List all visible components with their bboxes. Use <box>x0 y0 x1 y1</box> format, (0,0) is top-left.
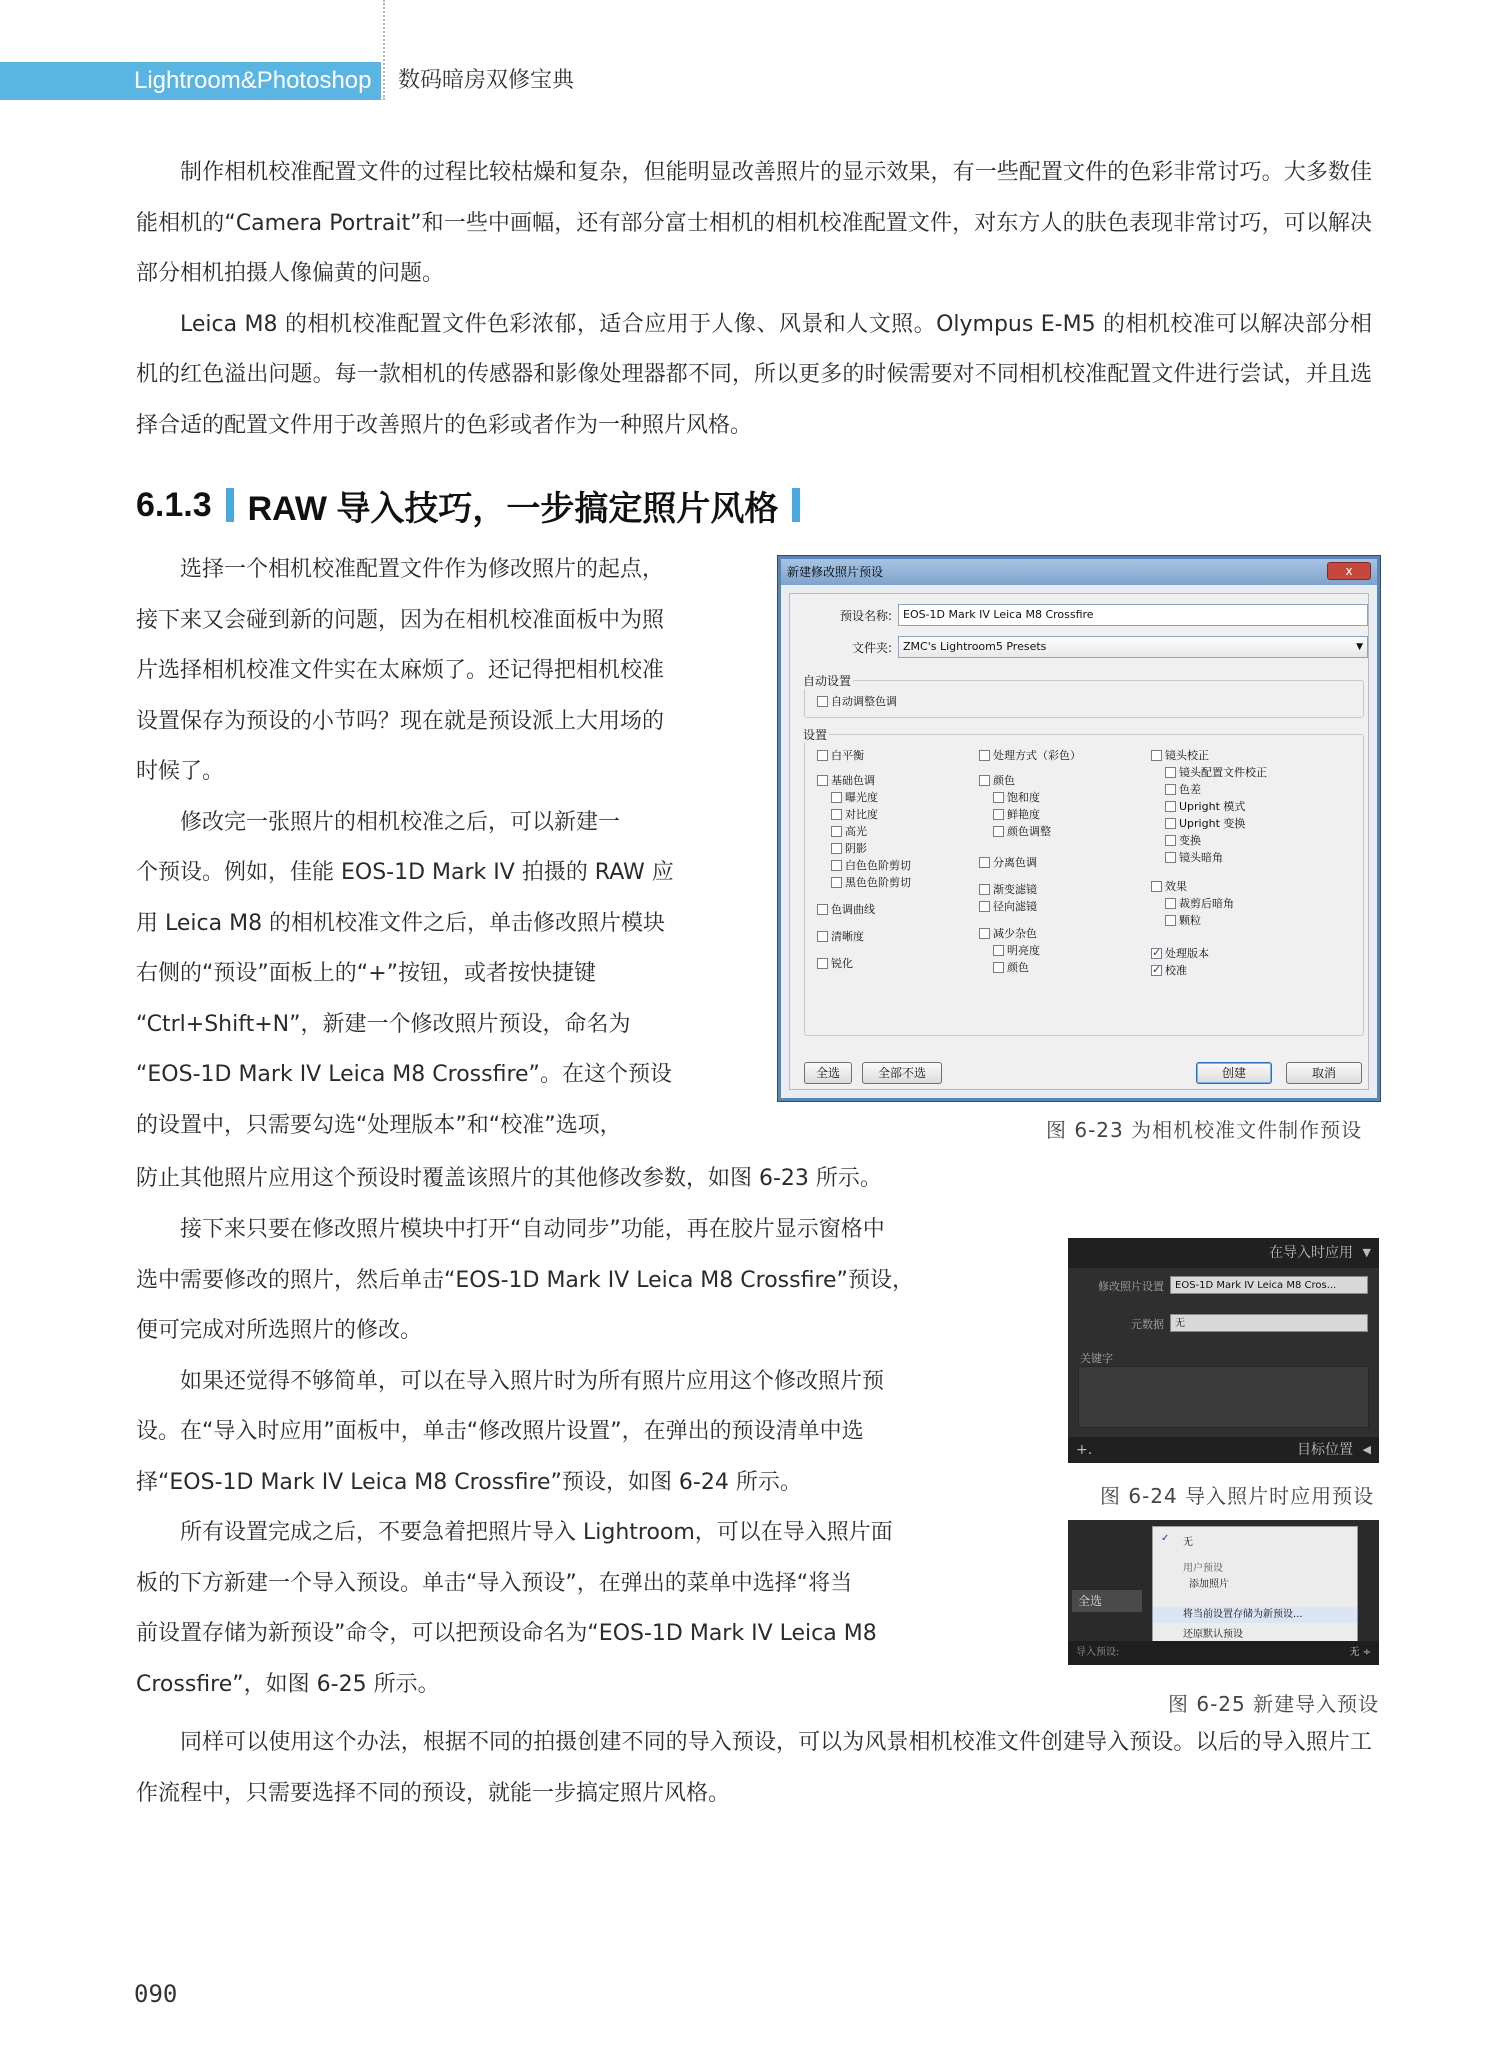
checkbox-label: 黑色色阶剪切 <box>845 876 911 889</box>
checkbox-box <box>831 860 842 871</box>
checkbox-label: 颜色 <box>993 774 1015 787</box>
checkbox-label: 鲜艳度 <box>1007 808 1040 821</box>
preset-name-label: 预设名称: <box>839 608 892 623</box>
checkbox-label: 镜头暗角 <box>1179 851 1223 864</box>
dialog-title: 新建修改照片预设 <box>787 565 884 579</box>
text-line: 用 Leica M8 的相机校准文件之后，单击修改照片模块 <box>136 910 666 936</box>
text-line: 的设置中，只需要勾选“处理版本”和“校准”选项， <box>136 1112 622 1138</box>
closing-paragraph <box>136 1718 1372 1819</box>
apply-during-import-panel <box>1068 1238 1379 1463</box>
settings-checkbox[interactable] <box>1165 849 1223 865</box>
menu-item-label: 无 <box>1183 1537 1193 1548</box>
checkbox-label: 色差 <box>1179 783 1201 796</box>
settings-checkbox[interactable] <box>979 854 1037 870</box>
menu-item-add-photo[interactable]: 添加照片 <box>1189 1579 1229 1590</box>
menu-item-restore-default[interactable]: 还原默认预设 <box>1183 1629 1243 1640</box>
middle-column-text <box>136 1205 1036 1710</box>
settings-checkbox[interactable] <box>993 823 1051 839</box>
text-line: 设置保存为预设的小节吗？现在就是预设派上大用场的 <box>136 708 665 734</box>
checkbox-box <box>817 904 828 915</box>
checkbox-box <box>979 775 990 786</box>
checkbox-label: 对比度 <box>845 808 878 821</box>
figure-caption-6-23: 图 6-23 为相机校准文件制作预设 <box>1046 1118 1363 1142</box>
settings-checkbox[interactable] <box>1165 912 1201 928</box>
checkbox-box <box>1151 750 1162 761</box>
auto-tone-checkbox[interactable] <box>817 693 897 709</box>
panel-title: 在导入时应用 <box>1269 1245 1353 1261</box>
heading-bar-left <box>226 488 234 522</box>
text-line: 择“EOS-1D Mark IV Leica M8 Crossfire”预设，如图 6-24 所示。 <box>136 1469 802 1495</box>
checkbox-label: 处理方式（彩色） <box>993 749 1081 762</box>
checkbox-label: 明亮度 <box>1007 944 1040 957</box>
text-line: 前设置存储为新预设”命令，可以把预设命名为“EOS-1D Mark IV Leica M8 <box>136 1621 877 1646</box>
panel-footer <box>1068 1437 1379 1463</box>
folder-row <box>816 636 1368 658</box>
checkbox-label: 径向滤镜 <box>993 900 1037 913</box>
checkbox-box <box>979 901 990 912</box>
settings-checkbox[interactable] <box>993 806 1040 822</box>
text-line: “EOS-1D Mark IV Leica M8 Crossfire”。在这个预设 <box>136 1062 672 1087</box>
paragraph: 同样可以使用这个办法，根据不同的拍摄创建不同的导入预设，可以为风景相机校准文件创建导入预设。以后的导入照片工作流程中，只需要选择不同的预设，就能一步搞定照片风格。 <box>136 1730 1372 1806</box>
checkbox-box <box>993 792 1004 803</box>
settings-group <box>803 728 1364 1036</box>
text-line: 板的下方新建一个导入预设。单击“导入预设”，在弹出的菜单中选择“将当 <box>136 1570 853 1596</box>
checkbox-box <box>817 958 828 969</box>
auto-settings-label: 自动设置 <box>803 674 852 688</box>
text-line: 修改完一张照片的相机校准之后，可以新建一 <box>180 809 621 835</box>
panel-header[interactable] <box>1068 1238 1379 1268</box>
checkbox-box <box>993 962 1004 973</box>
auto-settings-group <box>803 674 1364 718</box>
checkbox-label: 锐化 <box>831 957 853 970</box>
checkbox-box <box>1151 881 1162 892</box>
text-line: 便可完成对所选照片的修改。 <box>136 1318 423 1343</box>
add-icon[interactable]: +. <box>1076 1442 1093 1458</box>
settings-checkbox[interactable] <box>831 806 878 822</box>
text-line: 如果还觉得不够简单，可以在导入照片时为所有照片应用这个修改照片预 <box>180 1368 885 1394</box>
checkbox-label: 镜头校正 <box>1165 749 1209 762</box>
triangle-left-icon: ◀ <box>1362 1443 1371 1456</box>
settings-checkbox[interactable] <box>979 772 1015 788</box>
text-line: 接下来只要在修改照片模块中打开“自动同步”功能，再在胶片显示窗格中 <box>180 1217 885 1242</box>
checkbox-box <box>817 696 828 707</box>
chevron-down-icon: ▼ <box>1356 642 1363 652</box>
cancel-button[interactable]: 取消 <box>1286 1062 1362 1084</box>
text-line: 所有设置完成之后，不要急着把照片导入 Lightroom，可以在导入照片面 <box>180 1520 893 1545</box>
text-line: 选中需要修改的照片，然后单击“EOS-1D Mark IV Leica M8 Crossfire”预设， <box>136 1267 914 1293</box>
checkbox-box <box>979 928 990 939</box>
checkbox-box <box>1165 767 1176 778</box>
text-line: “Ctrl+Shift+N”，新建一个修改照片预设，命名为 <box>136 1011 631 1037</box>
checkbox-label: Upright 变换 <box>1179 817 1246 830</box>
settings-checkbox[interactable] <box>831 823 867 839</box>
new-develop-preset-dialog <box>778 556 1380 1101</box>
settings-label: 设置 <box>803 728 828 742</box>
checkbox-label: 自动调整色调 <box>831 695 897 708</box>
select-all-button[interactable]: 全选 <box>1072 1590 1142 1612</box>
menu-item-save-current[interactable]: 将当前设置存储为新预设... <box>1153 1607 1357 1623</box>
checkbox-box <box>993 945 1004 956</box>
develop-settings-label: 修改照片设置 <box>1098 1280 1164 1293</box>
settings-checkbox[interactable] <box>831 789 878 805</box>
text-line: 时候了。 <box>136 759 225 784</box>
checkbox-label: 减少杂色 <box>993 927 1037 940</box>
settings-checkbox[interactable] <box>817 901 875 917</box>
checkbox-label: 白色色阶剪切 <box>845 859 911 872</box>
settings-checkbox[interactable] <box>1165 815 1245 831</box>
paragraph: Leica M8 的相机校准配置文件色彩浓郁，适合应用于人像、风景和人文照。Olympus E-M5 的相机校准可以解决部分相机的红色溢出问题。每一款相机的传感器和影像处理器都不同，所以更多的时候需要对不同相机校准配置文件进行尝试，并且选择合适的配置文件用于改善照片的色彩或者作为一种照片风格。 <box>136 311 1372 438</box>
checkbox-label: 白平衡 <box>831 749 864 762</box>
settings-checkbox[interactable] <box>831 840 867 856</box>
checkbox-label: 裁剪后暗角 <box>1179 897 1234 910</box>
checkbox-box <box>1165 852 1176 863</box>
checkbox-label: 基础色调 <box>831 774 875 787</box>
check-icon: ✓ <box>1161 1533 1170 1544</box>
settings-checkbox[interactable] <box>1165 798 1245 814</box>
settings-checkbox[interactable] <box>979 925 1037 941</box>
checkbox-box <box>1151 965 1162 976</box>
figure-caption-6-25: 图 6-25 新建导入预设 <box>1168 1692 1380 1716</box>
text-line: 片选择相机校准文件实在太麻烦了。还记得把相机校准 <box>136 658 665 683</box>
develop-settings-select[interactable]: EOS-1D Mark IV Leica M8 Cros... <box>1170 1276 1368 1294</box>
checkbox-label: 渐变滤镜 <box>993 883 1037 896</box>
page-number: 090 <box>134 1980 178 2008</box>
select-none-button[interactable]: 全部不选 <box>862 1062 942 1084</box>
checkbox-label: 颗粒 <box>1179 914 1201 927</box>
create-button[interactable]: 创建 <box>1196 1062 1272 1084</box>
checkbox-label: Upright 模式 <box>1179 800 1246 813</box>
import-preset-select[interactable]: 无 ÷ <box>1349 1647 1371 1658</box>
preset-name-row <box>816 604 1368 626</box>
settings-checkbox[interactable] <box>817 955 853 971</box>
checkbox-label: 校准 <box>1165 964 1187 977</box>
checkbox-label: 曝光度 <box>845 791 878 804</box>
checkbox-box <box>979 884 990 895</box>
section-heading <box>136 475 814 535</box>
checkbox-box <box>831 843 842 854</box>
settings-checkbox[interactable] <box>1165 895 1234 911</box>
menu-section-user-presets: 用户预设 <box>1183 1563 1223 1574</box>
settings-checkbox[interactable] <box>831 857 911 873</box>
checkbox-label: 高光 <box>845 825 867 838</box>
triangle-down-icon: ▼ <box>1362 1246 1371 1259</box>
checkbox-box <box>993 826 1004 837</box>
metadata-label: 元数据 <box>1131 1318 1164 1331</box>
checkbox-box <box>817 750 828 761</box>
text-line: 右侧的“预设”面板上的“+”按钮，或者按快捷键 <box>136 961 597 986</box>
checkbox-box <box>1165 835 1176 846</box>
checkbox-label: 颜色 <box>1007 961 1029 974</box>
checkbox-label: 饱和度 <box>1007 791 1040 804</box>
checkbox-box <box>831 792 842 803</box>
text-line: 接下来又会碰到新的问题，因为在相机校准面板中为照 <box>136 607 665 633</box>
checkbox-box <box>1165 898 1176 909</box>
settings-checkbox[interactable] <box>1151 747 1209 763</box>
paragraph: 制作相机校准配置文件的过程比较枯燥和复杂，但能明显改善照片的显示效果，有一些配置文件的色彩非常讨巧。大多数佳能相机的“Camera Portrait”和一些中画幅，还有部分富士相机的相机校准配置文件，对东方人的肤色表现非常讨巧，可以解决部分相机拍摄人像偏黄的问题。 <box>136 160 1372 286</box>
header-divider <box>383 0 385 100</box>
settings-checkbox[interactable] <box>1165 832 1201 848</box>
preset-name-input[interactable]: EOS-1D Mark IV Leica M8 Crossfire <box>898 604 1368 626</box>
checkbox-box <box>1165 801 1176 812</box>
destination-panel-label[interactable]: 目标位置 <box>1297 1442 1353 1458</box>
intro-paragraphs <box>136 148 1372 451</box>
close-icon[interactable]: x <box>1327 562 1371 580</box>
text-line: 选择一个相机校准配置文件作为修改照片的起点， <box>180 557 665 582</box>
settings-checkbox[interactable] <box>979 898 1037 914</box>
checkbox-box <box>979 750 990 761</box>
checkbox-box <box>979 857 990 868</box>
folder-label: 文件夹: <box>851 640 892 655</box>
checkbox-box <box>993 809 1004 820</box>
settings-checkbox[interactable] <box>979 747 1081 763</box>
settings-checkbox[interactable] <box>979 881 1037 897</box>
text-line: Crossfire”，如图 6-25 所示。 <box>136 1671 440 1697</box>
settings-checkbox[interactable] <box>817 772 875 788</box>
checkbox-label: 阴影 <box>845 842 867 855</box>
select-all-button[interactable]: 全选 <box>804 1062 852 1084</box>
settings-checkbox[interactable] <box>993 789 1040 805</box>
settings-checkbox[interactable] <box>993 959 1029 975</box>
settings-checkbox[interactable] <box>1151 962 1187 978</box>
menu-item-none[interactable] <box>1153 1533 1357 1548</box>
settings-checkbox[interactable] <box>831 874 911 890</box>
keywords-label: 关键字 <box>1080 1352 1113 1365</box>
text-line: 个预设。例如，佳能 EOS-1D Mark IV 拍摄的 RAW 应 <box>136 860 674 885</box>
settings-checkbox[interactable] <box>1151 945 1209 961</box>
settings-checkbox[interactable] <box>817 747 864 763</box>
keywords-input[interactable] <box>1078 1366 1369 1428</box>
import-preset-label: 导入预设: <box>1076 1647 1120 1658</box>
settings-checkbox[interactable] <box>1151 878 1187 894</box>
folder-select[interactable] <box>898 636 1368 658</box>
text-line: 防止其他照片应用这个预设时覆盖该照片的其他修改参数，如图 6-23 所示。 <box>136 1166 882 1191</box>
checkbox-box <box>831 826 842 837</box>
text-line: 设。在“导入时应用”面板中，单击“修改照片设置”，在弹出的预设清单中选 <box>136 1419 864 1444</box>
import-preset-menu <box>1152 1526 1358 1644</box>
dialog-title-bar <box>781 559 1377 585</box>
checkbox-box <box>817 931 828 942</box>
settings-checkbox[interactable] <box>817 928 864 944</box>
checkbox-label: 颜色调整 <box>1007 825 1051 838</box>
settings-checkbox[interactable] <box>1165 781 1201 797</box>
checkbox-box <box>1165 818 1176 829</box>
checkbox-box <box>1165 784 1176 795</box>
header-series-title: Lightroom&Photoshop <box>0 62 381 100</box>
heading-bar-right <box>792 488 800 522</box>
section-title: RAW 导入技巧，一步搞定照片风格 <box>247 489 779 528</box>
checkbox-label: 分离色调 <box>993 856 1037 869</box>
settings-checkbox[interactable] <box>993 942 1040 958</box>
checkbox-box <box>817 775 828 786</box>
checkbox-label: 镜头配置文件校正 <box>1179 766 1267 779</box>
settings-checkbox[interactable] <box>1165 764 1267 780</box>
import-preset-bar <box>1068 1641 1379 1665</box>
checkbox-label: 清晰度 <box>831 930 864 943</box>
dialog-body <box>789 593 1369 1090</box>
checkbox-label: 处理版本 <box>1165 947 1209 960</box>
section-number: 6.1.3 <box>136 485 212 524</box>
checkbox-label: 变换 <box>1179 834 1201 847</box>
import-preset-panel <box>1068 1520 1379 1665</box>
checkbox-box <box>831 877 842 888</box>
checkbox-label: 色调曲线 <box>831 903 875 916</box>
figure-caption-6-24: 图 6-24 导入照片时应用预设 <box>1100 1484 1375 1508</box>
checkbox-box <box>1151 948 1162 959</box>
folder-value: ZMC's Lightroom5 Presets <box>903 640 1047 653</box>
metadata-select[interactable]: 无 <box>1170 1314 1368 1332</box>
header-book-title: 数码暗房双修宝典 <box>398 68 575 93</box>
left-column-text <box>136 545 738 1151</box>
checkbox-box <box>1165 915 1176 926</box>
checkbox-label: 效果 <box>1165 880 1187 893</box>
checkbox-box <box>831 809 842 820</box>
